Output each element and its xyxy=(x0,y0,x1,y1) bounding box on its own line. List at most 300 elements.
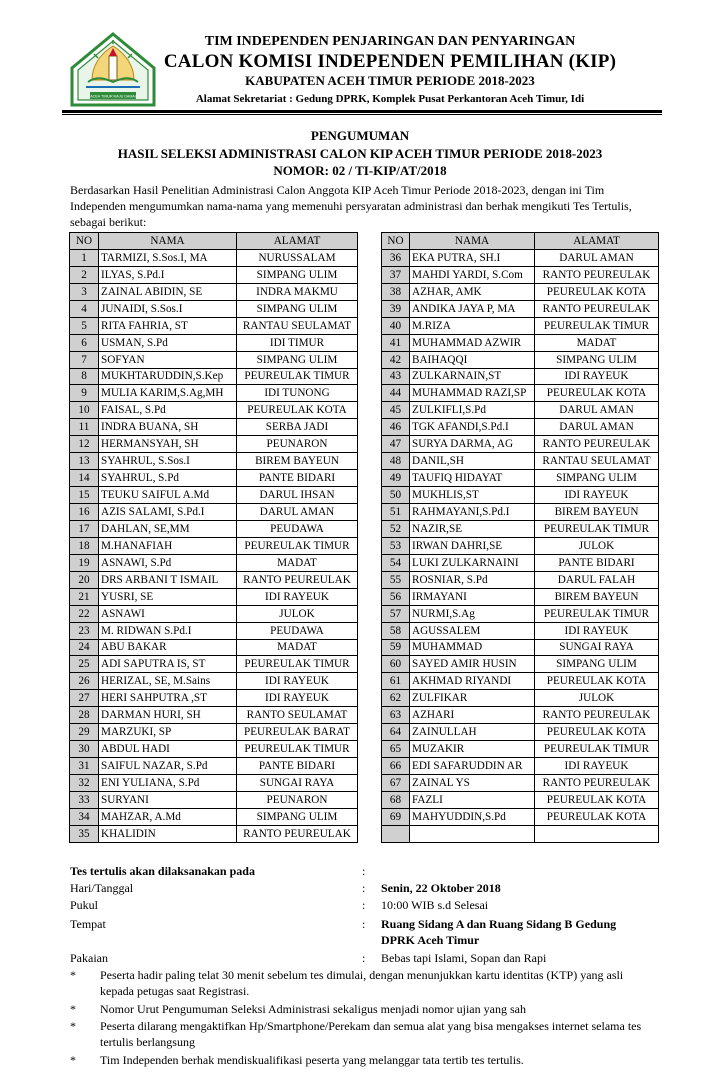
candidate-address: PANTE BIDARI xyxy=(237,758,358,775)
candidate-name: IRWAN DAHRI,SE xyxy=(410,537,535,554)
header-line-2: CALON KOMISI INDEPENDEN PEMILIHAN (KIP) xyxy=(163,51,617,72)
table-row xyxy=(382,724,659,741)
row-number: 8 xyxy=(70,368,99,385)
row-number: 62 xyxy=(382,690,410,707)
candidate-name: MUHAMMAD xyxy=(410,639,535,656)
row-number: 15 xyxy=(70,487,99,504)
row-number: 67 xyxy=(382,775,410,792)
candidate-name: ROSNIAR, S.Pd xyxy=(410,571,535,588)
row-number: 37 xyxy=(382,266,410,283)
candidate-address: PEUREULAK KOTA xyxy=(535,385,659,402)
candidate-address: IDI RAYEUK xyxy=(535,487,659,504)
note-text: Peserta dilarang mengaktifkan Hp/Smartphone/Perekam dan semua alat yang bisa mengakses internet selama tes tertulis berlangsung xyxy=(100,1019,642,1049)
candidate-address: PEUNARON xyxy=(237,436,358,453)
candidate-address: PEUREULAK BARAT xyxy=(237,724,358,741)
table-row xyxy=(382,283,659,300)
row-number: 25 xyxy=(70,656,99,673)
note-item xyxy=(70,1001,660,1017)
announcement-number: NOMOR: 02 / TI-KIP/AT/2018 xyxy=(273,163,447,178)
candidate-name: M.RIZA xyxy=(410,317,535,334)
row-number: 28 xyxy=(70,707,99,724)
candidate-name: TGK AFANDI,S.Pd.I xyxy=(410,419,535,436)
table-row xyxy=(382,741,659,758)
candidate-address: IDI RAYEUK xyxy=(237,673,358,690)
table-row xyxy=(70,351,358,368)
candidates-table-right xyxy=(381,232,659,843)
place-label: Tempat xyxy=(70,917,106,931)
dress-label: Pakaian xyxy=(70,951,108,965)
candidate-name: MAHDI YARDI, S.Com xyxy=(410,266,535,283)
candidate-name: ASNAWI, S.Pd xyxy=(99,554,237,571)
table-row xyxy=(382,656,659,673)
row-number: 57 xyxy=(382,605,410,622)
candidate-name: MUKHTARUDDIN,S.Kep xyxy=(99,368,237,385)
row-number: 31 xyxy=(70,758,99,775)
time-label: Pukul xyxy=(70,898,99,912)
row-number: 27 xyxy=(70,690,99,707)
note-item xyxy=(70,1052,660,1068)
candidate-name: IRMAYANI xyxy=(410,588,535,605)
row-number: 48 xyxy=(382,453,410,470)
table-row xyxy=(70,673,358,690)
candidate-name: ADI SAPUTRA IS, ST xyxy=(99,656,237,673)
candidate-address: DARUL FALAH xyxy=(535,571,659,588)
table-row xyxy=(70,741,358,758)
table-row xyxy=(382,622,659,639)
candidate-address: NURUSSALAM xyxy=(237,249,358,266)
candidate-name: DRS ARBANI T ISMAIL xyxy=(99,571,237,588)
candidate-address: RANTO PEUREULAK xyxy=(535,707,659,724)
candidate-address: PEUREULAK TIMUR xyxy=(237,741,358,758)
table-row xyxy=(70,266,358,283)
candidate-name: ABDUL HADI xyxy=(99,741,237,758)
candidate-address: PEUREULAK KOTA xyxy=(237,402,358,419)
table-row xyxy=(70,571,358,588)
row-number: 32 xyxy=(70,775,99,792)
row-number: 39 xyxy=(382,300,410,317)
table-row xyxy=(70,283,358,300)
day-label: Hari/Tanggal xyxy=(70,881,134,895)
candidate-name: ENI YULIANA, S.Pd xyxy=(99,775,237,792)
candidate-name: MUHAMMAD RAZI,SP xyxy=(410,385,535,402)
table-row xyxy=(382,504,659,521)
candidate-address: DARUL AMAN xyxy=(535,419,659,436)
candidate-address: IDI RAYEUK xyxy=(535,368,659,385)
candidate-name: INDRA BUANA, SH xyxy=(99,419,237,436)
row-number: 5 xyxy=(70,317,99,334)
candidate-address: PEUREULAK TIMUR xyxy=(237,537,358,554)
table-row xyxy=(382,758,659,775)
table-row xyxy=(382,351,659,368)
schedule-colon: : xyxy=(362,864,366,878)
table-row xyxy=(70,639,358,656)
row-number: 68 xyxy=(382,791,410,808)
candidate-address: SIMPANG ULIM xyxy=(237,266,358,283)
schedule-colon: : xyxy=(362,951,366,965)
candidate-address: PEUREULAK KOTA xyxy=(535,791,659,808)
candidate-name: RAHMAYANI,S.Pd.I xyxy=(410,504,535,521)
header-line-3: KABUPATEN ACEH TIMUR PERIODE 2018-2023 xyxy=(245,73,535,88)
table-row xyxy=(70,317,358,334)
row-number: 40 xyxy=(382,317,410,334)
row-number: 41 xyxy=(382,334,410,351)
candidate-address: RANTO PEUREULAK xyxy=(535,300,659,317)
candidate-name: TEUKU SAIFUL A.Md xyxy=(99,487,237,504)
candidate-address: JULOK xyxy=(237,605,358,622)
row-number: 12 xyxy=(70,436,99,453)
row-number: 3 xyxy=(70,283,99,300)
table-row xyxy=(382,453,659,470)
table-row xyxy=(382,554,659,571)
candidate-address: BIREM BAYEUN xyxy=(535,504,659,521)
candidate-address: MADAT xyxy=(237,554,358,571)
table-row xyxy=(382,334,659,351)
row-number: 65 xyxy=(382,741,410,758)
schedule-colon: : xyxy=(362,898,366,912)
place-value-cont: DPRK Aceh Timur xyxy=(381,933,480,947)
row-number: 61 xyxy=(382,673,410,690)
table-row xyxy=(70,656,358,673)
candidate-address: PANTE BIDARI xyxy=(237,470,358,487)
table-row xyxy=(382,673,659,690)
table-row xyxy=(70,334,358,351)
candidate-address: SUNGAI RAYA xyxy=(237,775,358,792)
place-value: Ruang Sidang A dan Ruang Sidang B Gedung xyxy=(381,917,617,931)
table-row xyxy=(382,317,659,334)
candidate-name: ZULFIKAR xyxy=(410,690,535,707)
candidate-address: RANTO PEUREULAK xyxy=(237,571,358,588)
candidate-name: SAIFUL NAZAR, S.Pd xyxy=(99,758,237,775)
candidate-address: SIMPANG ULIM xyxy=(535,656,659,673)
candidate-address: MADAT xyxy=(535,334,659,351)
candidate-name xyxy=(410,825,535,842)
candidate-name: M. RIDWAN S.Pd.I xyxy=(99,622,237,639)
candidate-address: INDRA MAKMU xyxy=(237,283,358,300)
candidate-address: PEUREULAK TIMUR xyxy=(535,520,659,537)
table-row xyxy=(382,402,659,419)
table-row xyxy=(70,504,358,521)
candidate-address: RANTO PEUREULAK xyxy=(535,775,659,792)
candidate-name: DARMAN HURI, SH xyxy=(99,707,237,724)
candidate-address: PEUDAWA xyxy=(237,622,358,639)
kip-aceh-timur-logo xyxy=(70,32,156,108)
candidate-address: BIREM BAYEUN xyxy=(237,453,358,470)
row-number: 60 xyxy=(382,656,410,673)
candidate-address: SIMPANG ULIM xyxy=(535,351,659,368)
day-value: Senin, 22 Oktober 2018 xyxy=(381,881,501,895)
candidate-address: SIMPANG ULIM xyxy=(535,470,659,487)
intro-paragraph: Berdasarkan Hasil Penelitian Administrasi Calon Anggota KIP Aceh Timur Periode 2018-2023, dengan ini Tim Independen mengumumkan nama-nama yang memenuhi persyaratan administrasi dan berhak mengikuti Tes Tertulis, sebagai berikut: xyxy=(70,183,632,229)
table-row xyxy=(382,690,659,707)
bullet: * xyxy=(70,968,76,982)
table-row xyxy=(382,588,659,605)
candidate-address: PEUREULAK KOTA xyxy=(535,283,659,300)
table-row xyxy=(70,605,358,622)
candidate-address: PEUREULAK KOTA xyxy=(535,673,659,690)
col-header-alamat: ALAMAT xyxy=(535,233,659,250)
row-number: 14 xyxy=(70,470,99,487)
row-number: 59 xyxy=(382,639,410,656)
table-row xyxy=(382,605,659,622)
table-row xyxy=(382,639,659,656)
table-row xyxy=(70,791,358,808)
col-header-nama: NAMA xyxy=(99,233,237,250)
table-row xyxy=(382,368,659,385)
row-number: 22 xyxy=(70,605,99,622)
table-row xyxy=(70,470,358,487)
table-row xyxy=(70,690,358,707)
row-number: 63 xyxy=(382,707,410,724)
candidate-name: SURYA DARMA, AG xyxy=(410,436,535,453)
candidate-name: DANIL,SH xyxy=(410,453,535,470)
candidate-address: IDI RAYEUK xyxy=(237,690,358,707)
candidate-name: AGUSSALEM xyxy=(410,622,535,639)
note-text: Peserta hadir paling telat 30 menit sebelum tes dimulai, dengan menunjukkan kartu identitas (KTP) yang asli kepada petugas saat Registrasi. xyxy=(100,968,624,998)
row-number: 38 xyxy=(382,283,410,300)
candidate-address: DARUL AMAN xyxy=(535,402,659,419)
candidate-name: AZHARI xyxy=(410,707,535,724)
candidate-name: RITA FAHRIA, ST xyxy=(99,317,237,334)
candidate-address: PEUREULAK KOTA xyxy=(535,808,659,825)
candidate-name: MUHAMMAD AZWIR xyxy=(410,334,535,351)
row-number: 34 xyxy=(70,808,99,825)
table-row xyxy=(70,368,358,385)
row-number: 47 xyxy=(382,436,410,453)
candidate-address: RANTAU SEULAMAT xyxy=(237,317,358,334)
candidate-name: EDI SAFARUDDIN AR xyxy=(410,758,535,775)
time-value: 10:00 WIB s.d Selesai xyxy=(381,898,489,912)
candidate-name: FAZLI xyxy=(410,791,535,808)
candidate-name: ZULKIFLI,S.Pd xyxy=(410,402,535,419)
candidate-address: PEUREULAK TIMUR xyxy=(237,656,358,673)
table-row xyxy=(382,436,659,453)
candidate-name: MAHYUDDIN,S.Pd xyxy=(410,808,535,825)
candidate-address: SERBA JADI xyxy=(237,419,358,436)
candidate-name: ABU BAKAR xyxy=(99,639,237,656)
candidate-name: EKA PUTRA, SH.I xyxy=(410,249,535,266)
row-number xyxy=(382,825,410,842)
row-number: 16 xyxy=(70,504,99,521)
table-row xyxy=(70,300,358,317)
row-number: 43 xyxy=(382,368,410,385)
table-row xyxy=(382,487,659,504)
candidate-address: IDI TUNONG xyxy=(237,385,358,402)
row-number: 64 xyxy=(382,724,410,741)
candidate-name: USMAN, S.Pd xyxy=(99,334,237,351)
table-row xyxy=(70,419,358,436)
row-number: 50 xyxy=(382,487,410,504)
candidate-name: ILYAS, S.Pd.I xyxy=(99,266,237,283)
candidate-name: MULIA KARIM,S.Ag,MH xyxy=(99,385,237,402)
row-number: 44 xyxy=(382,385,410,402)
row-number: 24 xyxy=(70,639,99,656)
candidate-name: ANDIKA JAYA P, MA xyxy=(410,300,535,317)
candidate-name: ZAINAL YS xyxy=(410,775,535,792)
row-number: 7 xyxy=(70,351,99,368)
table-row xyxy=(382,537,659,554)
row-number: 42 xyxy=(382,351,410,368)
candidate-address: IDI RAYEUK xyxy=(535,758,659,775)
col-header-nama: NAMA xyxy=(410,233,535,250)
schedule-colon: : xyxy=(362,917,366,931)
announcement-subtitle: HASIL SELEKSI ADMINISTRASI CALON KIP ACEH TIMUR PERIODE 2018-2023 xyxy=(117,146,603,161)
candidate-name: AZHAR, AMK xyxy=(410,283,535,300)
header-divider-thin xyxy=(62,114,662,115)
row-number: 33 xyxy=(70,791,99,808)
candidate-name: SURYANI xyxy=(99,791,237,808)
candidate-name: ASNAWI xyxy=(99,605,237,622)
candidate-address: BIREM BAYEUN xyxy=(535,588,659,605)
row-number: 36 xyxy=(382,249,410,266)
candidate-name: YUSRI, SE xyxy=(99,588,237,605)
table-row xyxy=(382,470,659,487)
table-row xyxy=(382,520,659,537)
table-row xyxy=(70,825,358,842)
col-header-no: NO xyxy=(70,233,99,250)
row-number: 35 xyxy=(70,825,99,842)
row-number: 19 xyxy=(70,554,99,571)
candidate-address: PEUNARON xyxy=(237,791,358,808)
schedule-heading: Tes tertulis akan dilaksanakan pada xyxy=(70,864,255,878)
row-number: 54 xyxy=(382,554,410,571)
candidate-name: HERMANSYAH, SH xyxy=(99,436,237,453)
candidate-address: PEUREULAK TIMUR xyxy=(535,741,659,758)
candidate-name: ZAINAL ABIDIN, SE xyxy=(99,283,237,300)
candidate-name: MAHZAR, A.Md xyxy=(99,808,237,825)
candidate-name: AZIS SALAMI, S.Pd.I xyxy=(99,504,237,521)
header-line-1: TIM INDEPENDEN PENJARINGAN DAN PENYARINGAN xyxy=(204,34,576,49)
candidates-table-left xyxy=(69,232,358,843)
row-number: 66 xyxy=(382,758,410,775)
table-row xyxy=(70,775,358,792)
candidate-address: IDI TIMUR xyxy=(237,334,358,351)
candidate-name: HERIZAL, SE, M.Sains xyxy=(99,673,237,690)
candidate-address: SUNGAI RAYA xyxy=(535,639,659,656)
candidate-address: JULOK xyxy=(535,690,659,707)
table-row xyxy=(382,825,659,842)
candidate-name: MARZUKI, SP xyxy=(99,724,237,741)
candidate-address: RANTO PEUREULAK xyxy=(535,436,659,453)
table-row xyxy=(70,453,358,470)
candidate-address: PEUREULAK KOTA xyxy=(535,724,659,741)
candidate-name: SAYED AMIR HUSIN xyxy=(410,656,535,673)
candidate-name: MUKHLIS,ST xyxy=(410,487,535,504)
table-row xyxy=(382,300,659,317)
col-header-no: NO xyxy=(382,233,410,250)
bullet: * xyxy=(70,1053,76,1067)
table-row xyxy=(70,724,358,741)
candidate-name: LUKI ZULKARNAINI xyxy=(410,554,535,571)
table-row xyxy=(70,487,358,504)
table-row xyxy=(382,266,659,283)
row-number: 46 xyxy=(382,419,410,436)
candidate-name: M.HANAFIAH xyxy=(99,537,237,554)
table-row xyxy=(70,808,358,825)
table-row xyxy=(70,537,358,554)
note-item xyxy=(70,967,660,999)
candidate-address: SIMPANG ULIM xyxy=(237,351,358,368)
row-number: 29 xyxy=(70,724,99,741)
row-number: 51 xyxy=(382,504,410,521)
candidate-address: PEUREULAK TIMUR xyxy=(237,368,358,385)
bullet: * xyxy=(70,1019,76,1033)
row-number: 17 xyxy=(70,520,99,537)
candidate-name: SYAHRUL, S.Sos.I xyxy=(99,453,237,470)
row-number: 10 xyxy=(70,402,99,419)
table-row xyxy=(70,249,358,266)
candidate-address: DARUL AMAN xyxy=(237,504,358,521)
candidate-name: TARMIZI, S.Sos.I, MA xyxy=(99,249,237,266)
candidate-address: SIMPANG ULIM xyxy=(237,808,358,825)
row-number: 52 xyxy=(382,520,410,537)
table-row xyxy=(70,554,358,571)
candidate-name: SOFYAN xyxy=(99,351,237,368)
row-number: 49 xyxy=(382,470,410,487)
row-number: 21 xyxy=(70,588,99,605)
row-number: 6 xyxy=(70,334,99,351)
row-number: 53 xyxy=(382,537,410,554)
candidate-address: JULOK xyxy=(535,537,659,554)
candidate-address: DARUL IHSAN xyxy=(237,487,358,504)
candidate-address: PEUREULAK TIMUR xyxy=(535,605,659,622)
table-row xyxy=(70,436,358,453)
row-number: 1 xyxy=(70,249,99,266)
candidate-address: IDI RAYEUK xyxy=(237,588,358,605)
logo-caption: ACEH TIMUR MAJU DAMAI xyxy=(90,94,136,99)
bullet: * xyxy=(70,1002,76,1016)
candidate-name: ZULKARNAIN,ST xyxy=(410,368,535,385)
table-row xyxy=(70,707,358,724)
candidate-name: FAISAL, S.Pd xyxy=(99,402,237,419)
table-row xyxy=(382,808,659,825)
dress-value: Bebas tapi Islami, Sopan dan Rapi xyxy=(381,951,547,965)
candidate-address: DARUL AMAN xyxy=(535,249,659,266)
candidate-address: RANTO SEULAMAT xyxy=(237,707,358,724)
table-row xyxy=(382,385,659,402)
row-number: 26 xyxy=(70,673,99,690)
note-text: Nomor Urut Pengumuman Seleksi Administrasi sekaligus menjadi nomor ujian yang sah xyxy=(100,1002,526,1016)
candidate-name: HERI SAHPUTRA ,ST xyxy=(99,690,237,707)
row-number: 58 xyxy=(382,622,410,639)
row-number: 30 xyxy=(70,741,99,758)
table-row xyxy=(382,249,659,266)
candidate-name: NURMI,S.Ag xyxy=(410,605,535,622)
table-row xyxy=(70,588,358,605)
row-number: 69 xyxy=(382,808,410,825)
table-row xyxy=(382,707,659,724)
candidate-name: KHALIDIN xyxy=(99,825,237,842)
row-number: 13 xyxy=(70,453,99,470)
table-row xyxy=(70,520,358,537)
table-row xyxy=(382,775,659,792)
candidate-address: RANTO PEUREULAK xyxy=(237,825,358,842)
candidate-address: PANTE BIDARI xyxy=(535,554,659,571)
candidate-name: BAIHAQQI xyxy=(410,351,535,368)
candidate-name: MUZAKIR xyxy=(410,741,535,758)
candidate-name: TAUFIQ HIDAYAT xyxy=(410,470,535,487)
candidate-name: AKHMAD RIYANDI xyxy=(410,673,535,690)
candidate-address: MADAT xyxy=(237,639,358,656)
header-divider xyxy=(62,110,662,113)
schedule-colon: : xyxy=(362,881,366,895)
candidate-name: NAZIR,SE xyxy=(410,520,535,537)
candidate-name: SYAHRUL, S.Pd xyxy=(99,470,237,487)
note-text: Tim Independen berhak mendiskualifikasi peserta yang melanggar tata tertib tes tertulis. xyxy=(100,1053,524,1067)
table-row xyxy=(70,402,358,419)
row-number: 18 xyxy=(70,537,99,554)
row-number: 2 xyxy=(70,266,99,283)
row-number: 55 xyxy=(382,571,410,588)
